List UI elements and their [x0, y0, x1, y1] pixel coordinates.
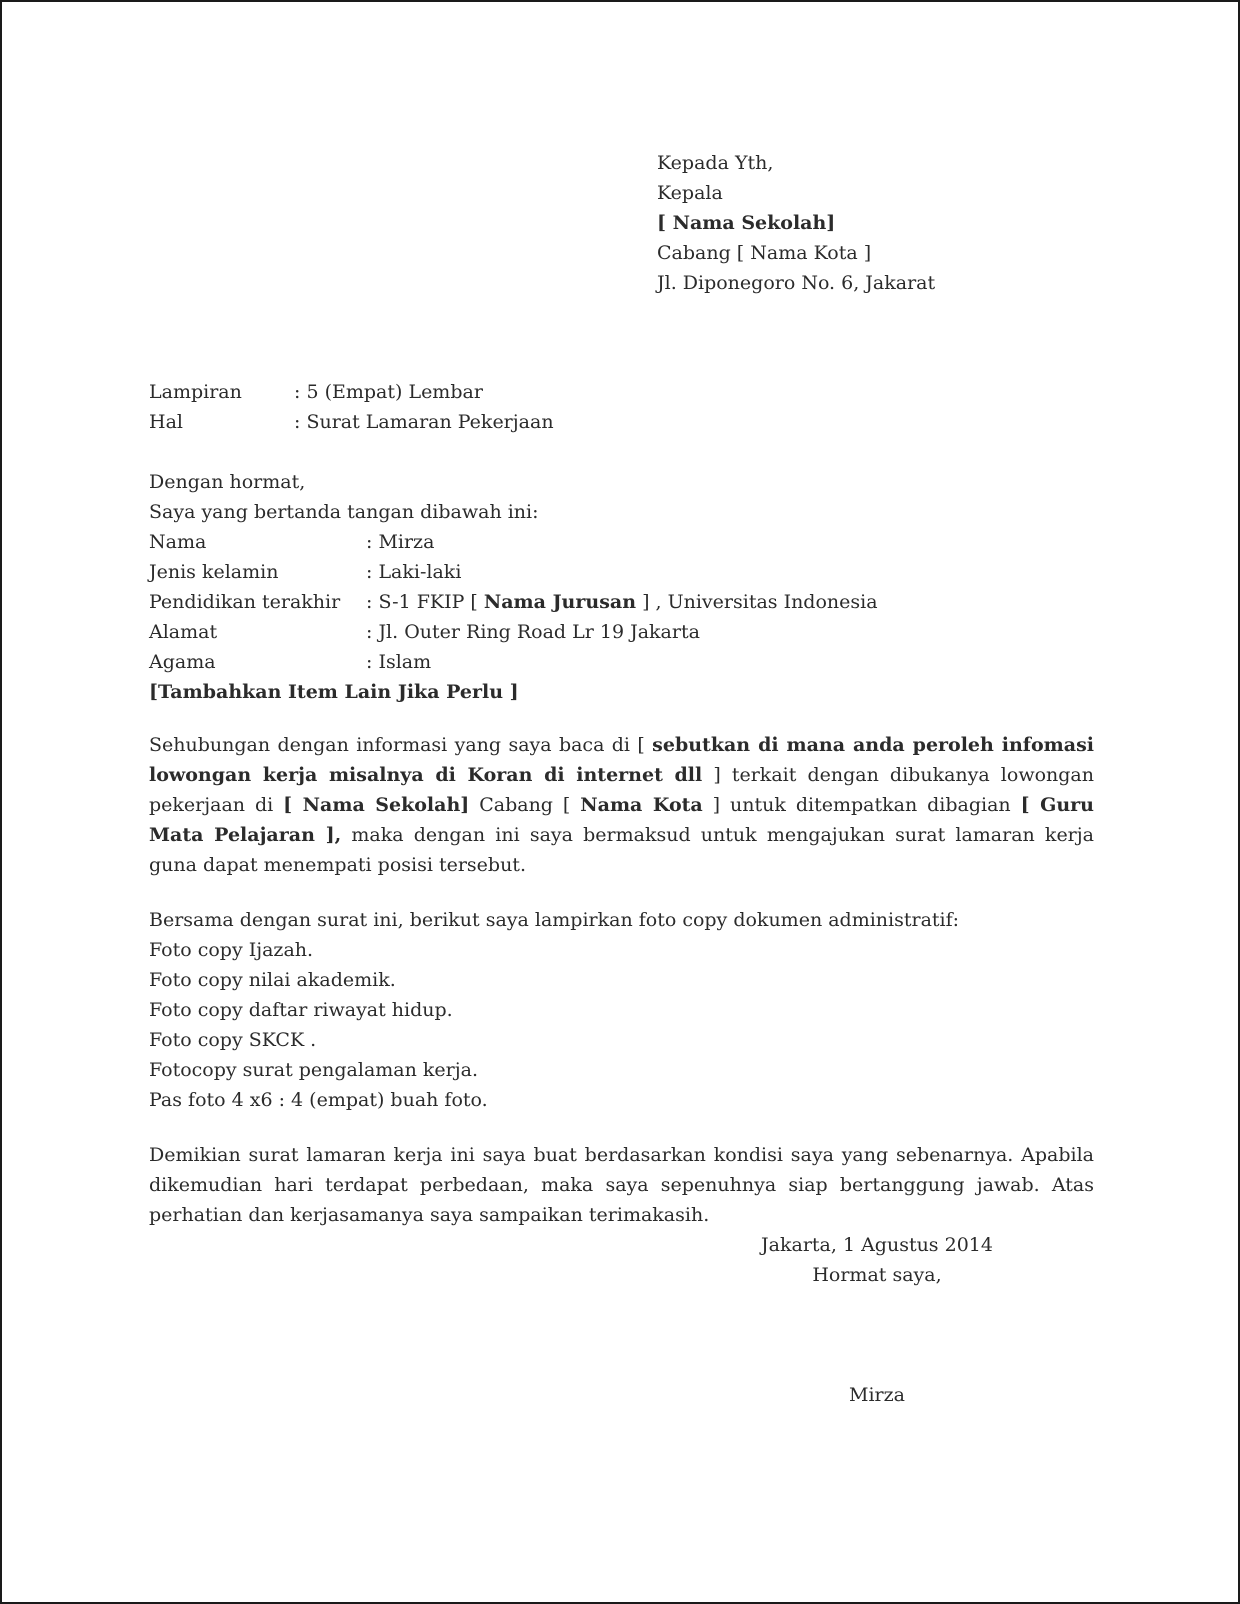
nama-label: Nama — [149, 531, 207, 553]
pendidikan-label: Pendidikan terakhir — [149, 591, 341, 613]
body-source-note: sebutkan di mana anda peroleh infomasi lowongan kerja misalnya di Koran di internet dll — [149, 734, 1094, 786]
body-school: [ Nama Sekolah] — [283, 794, 470, 816]
intro-line: Saya yang bertanda tangan dibawah ini: — [149, 501, 539, 523]
nama-value: : Mirza — [366, 531, 435, 553]
body-text-3: Cabang [ — [469, 794, 581, 816]
place-date: Jakarta, 1 Agustus 2014 — [761, 1234, 993, 1256]
signer-name: Mirza — [849, 1384, 905, 1406]
hal-label: Hal — [149, 411, 183, 433]
agama-label: Agama — [149, 651, 216, 673]
recipient-line2: Kepala — [657, 182, 723, 204]
pendidikan-value — [366, 587, 878, 617]
pendidikan-jurusan: Nama Jurusan — [483, 591, 637, 613]
alamat-label: Alamat — [149, 621, 218, 643]
recipient-line1: Kepada Yth, — [657, 152, 774, 174]
attachment-item: Fotocopy surat pengalaman kerja. — [149, 1059, 479, 1081]
lampiran-label: Lampiran — [149, 381, 242, 403]
body-paragraph — [149, 730, 1094, 880]
attachment-item: Foto copy daftar riwayat hidup. — [149, 999, 453, 1021]
attachment-item: Foto copy SKCK . — [149, 1029, 317, 1051]
recipient-school: [ Nama Sekolah] — [657, 212, 836, 234]
attachment-item: Foto copy nilai akademik. — [149, 969, 396, 991]
regards: Hormat saya, — [812, 1264, 942, 1286]
body-text-1: Sehubungan dengan informasi yang saya baca di [ — [149, 734, 653, 756]
attachments-intro: Bersama dengan surat ini, berikut saya lampirkan foto copy dokumen administratif: — [149, 909, 960, 931]
body-text-2: ] terkait dengan dibukanya lowongan pekerjaan di — [149, 764, 1094, 816]
recipient-branch: Cabang [ Nama Kota ] — [657, 242, 872, 264]
agama-value: : Islam — [366, 651, 432, 673]
closing-paragraph: Demikian surat lamaran kerja ini saya buat berdasarkan kondisi saya yang sebenarnya. Apabila dikemudian hari terdapat perbedaan, maka saya sepenuhnya siap bertanggung jawab. Atas perhatian dan kerjasamanya saya sampaikan terimakasih. — [149, 1144, 1094, 1226]
hal-value: : Surat Lamaran Pekerjaan — [294, 411, 554, 433]
pendidikan-suffix: ] , Universitas Indonesia — [636, 591, 878, 613]
greeting: Dengan hormat, — [149, 471, 306, 493]
alamat-value: : Jl. Outer Ring Road Lr 19 Jakarta — [366, 621, 700, 643]
recipient-address: Jl. Diponegoro No. 6, Jakarat — [657, 272, 936, 294]
lampiran-value: : 5 (Empat) Lembar — [294, 381, 483, 403]
attachment-item: Foto copy Ijazah. — [149, 939, 314, 961]
body-text-4: ] untuk ditempatkan dibagian — [702, 794, 1021, 816]
pendidikan-prefix: : S-1 FKIP [ — [366, 591, 484, 613]
attachment-item: Pas foto 4 x6 : 4 (empat) buah foto. — [149, 1089, 488, 1111]
jenis-kelamin-value: : Laki-laki — [366, 561, 462, 583]
body-city: Nama Kota — [580, 794, 703, 816]
jenis-kelamin-label: Jenis kelamin — [149, 561, 279, 583]
body-position: [ Guru Mata Pelajaran ], — [149, 794, 1094, 846]
body-text-5: maka dengan ini saya bermaksud untuk mengajukan surat lamaran kerja guna dapat menempati posisi tersebut. — [149, 824, 1094, 876]
extra-items-note: [Tambahkan Item Lain Jika Perlu ] — [149, 681, 519, 703]
